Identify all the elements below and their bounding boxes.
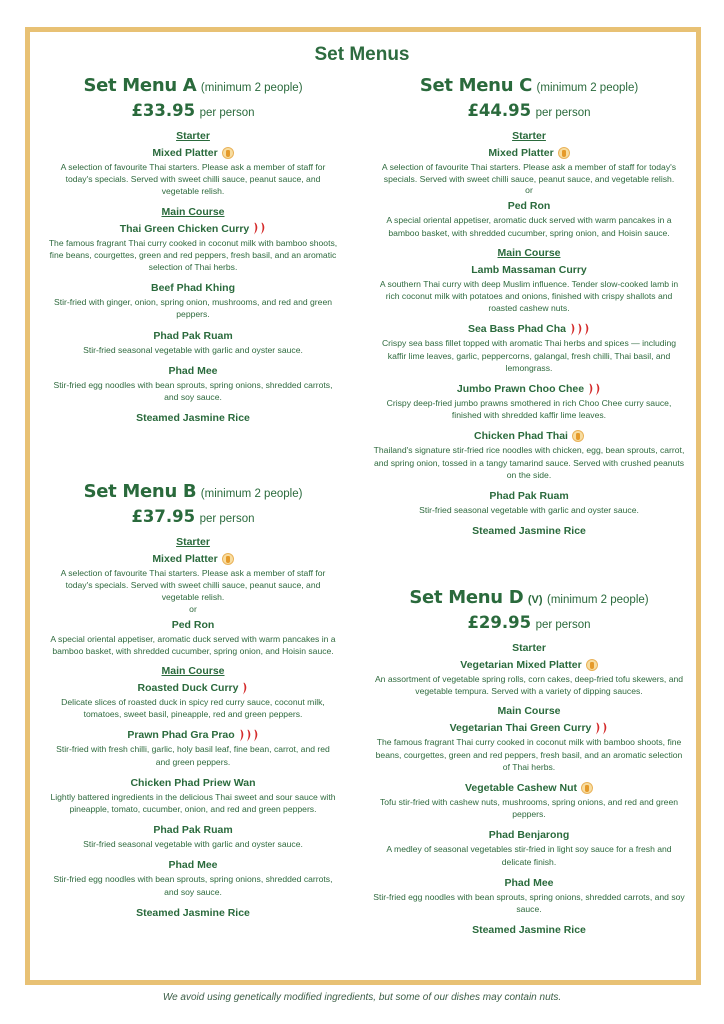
dish-description: A southern Thai curry with deep Muslim influence. Tender slow-cooked lamb in rich coconut milk with potatoes and onions, finished with crispy shallots and roasted cashew nuts. — [379, 278, 679, 314]
dish-name: Jumbo Prawn Choo Chee — [456, 383, 585, 396]
dish-description: Crispy deep-fried jumbo prawns smothered in rich Choo Chee curry sauce, finished with shredded kaffir lime leaves. — [386, 398, 672, 421]
dish-description: A selection of favourite Thai starters. Please ask a member of staff for today's specials. Served with sweet chilli sauce, peanut sauce, and vegetable relish. — [60, 162, 326, 197]
section-main-course: Main Course — [161, 205, 225, 218]
spice-level — [570, 323, 590, 336]
dish-name: Phad Benjarong — [488, 829, 570, 842]
dish-description: Stir-fried seasonal vegetable with garlic and oyster sauce. — [419, 505, 639, 516]
dish-title — [168, 364, 217, 378]
section-starter: Starter — [512, 642, 546, 654]
dish-title — [508, 199, 551, 213]
minimum-note: (minimum 2 people) — [546, 594, 649, 606]
set-menu-c — [372, 74, 686, 544]
dish-title — [138, 681, 249, 695]
chili-icon — [239, 729, 245, 742]
menu-name: Set Menu A — [83, 75, 197, 96]
or-separator: or — [189, 603, 197, 614]
dish-name: Chicken Phad Priew Wan — [130, 776, 256, 789]
dish-name: Roasted Duck Curry — [137, 682, 239, 695]
dish-title — [127, 728, 258, 742]
dish-title — [130, 776, 255, 790]
dish-title — [474, 429, 584, 443]
price-line — [48, 100, 338, 124]
menu-item — [372, 379, 686, 421]
menu-item — [48, 408, 338, 426]
chili-icon — [246, 729, 252, 742]
menu-price: £33.95 — [131, 101, 196, 120]
dish-name: Phad Pak Ruam — [153, 329, 233, 342]
nut-icon — [558, 147, 570, 159]
dish-description: A selection of favourite Thai starters. Please ask a member of staff for today's specials. Served with sweet chilli sauce, peanut sauce, and vegetable relish. — [381, 162, 677, 185]
dish-description: A special oriental appetiser, aromatic duck served with warm pancakes in a bamboo basket, with shredded cucumber, spring onion, and Hoisin sauce. — [386, 215, 672, 238]
dish-description: Tofu stir-fried with cashew nuts, mushrooms, spring onions, and red and green peppers. — [379, 797, 679, 820]
nut-icon — [586, 659, 598, 671]
menu-item — [48, 773, 338, 815]
menu-item — [372, 655, 686, 697]
section-starter: Starter — [512, 130, 546, 142]
dish-title — [457, 382, 601, 396]
spice-level — [253, 222, 266, 235]
dish-description: Lightly battered ingredients in the delicious Thai sweet and sour sauce with pineapple, tomato, cucumber, onion, and red and green peppers. — [50, 791, 336, 815]
dish-name: Vegetable Cashew Nut — [464, 782, 578, 795]
dish-description: A medley of seasonal vegetables stir-fried in light soy sauce for a fresh and delicate finish. — [386, 844, 672, 867]
chili-icon — [595, 722, 601, 735]
price-line — [48, 506, 338, 530]
dish-description: A special oriental appetiser, aromatic duck served with warm pancakes in a bamboo basket, with shredded cucumber, spring onion, and Hoisin sauce. — [50, 633, 336, 656]
menu-name: Set Menu B — [83, 481, 197, 502]
dish-description: Stir-fried with fresh chilli, garlic, holy basil leaf, fine bean, carrot, and red and green peppers. — [56, 744, 330, 767]
menu-heading — [48, 480, 338, 506]
section-main-course: Main Course — [161, 665, 225, 678]
dish-description: Thailand's signature stir-fried rice noodles with chicken, egg, bean sprouts, carrot, and spring onion, tossed in a tangy tamarind sauce. Served with crushed peanuts on the side. — [373, 445, 685, 480]
menu-price: £37.95 — [131, 507, 196, 526]
menu-item — [372, 778, 686, 820]
dish-title — [172, 618, 215, 632]
or-separator: or — [525, 185, 533, 196]
dish-title — [136, 411, 250, 425]
dish-name: Phad Pak Ruam — [489, 490, 569, 503]
dish-name: Ped Ron — [507, 200, 551, 213]
dish-name: Beef Phad Khing — [150, 282, 235, 295]
section-main-course: Main Course — [497, 246, 561, 259]
chili-icon — [584, 323, 590, 336]
dish-name: Vegetarian Mixed Platter — [460, 659, 582, 671]
menu-item — [48, 361, 338, 403]
dish-name: Steamed Jasmine Rice — [136, 412, 250, 425]
dish-description: An assortment of vegetable spring rolls, corn cakes, deep-fried tofu skewers, and vegetable tempura. Served with a variety of dipping sauces. — [374, 674, 684, 697]
nut-icon — [572, 430, 584, 442]
dish-name: Thai Green Chicken Curry — [119, 222, 250, 235]
dish-description: Stir-fried egg noodles with bean sprouts, spring onions, shredded carrots, and soy sauce. — [373, 891, 685, 915]
menu-name: Set Menu D — [409, 587, 524, 608]
menu-item — [48, 549, 338, 604]
menu-item — [48, 855, 338, 897]
dish-title — [465, 781, 593, 795]
menu-heading — [372, 586, 686, 612]
spice-level — [239, 729, 259, 742]
dish-description: Crispy sea bass fillet topped with aromatic Thai herbs and spices — including kaffir lime leaves, garlic, peppercorns, galangal, fresh chilli, Thai basil, and lemongrass. — [381, 338, 677, 373]
chili-icon — [242, 682, 248, 695]
chili-icon — [570, 323, 576, 336]
dish-description: Delicate slices of roasted duck in spicy red curry sauce, coconut milk, tomatoes, sweet basil, pineapple, red and green peppers. — [61, 697, 325, 720]
dish-title — [153, 329, 232, 343]
dish-title — [136, 906, 250, 920]
chili-icon — [595, 383, 601, 396]
minimum-note: (minimum 2 people) — [536, 82, 639, 94]
menu-price: £29.95 — [467, 613, 532, 632]
dish-description: A selection of favourite Thai starters. Please ask a member of staff for today's specials. Served with sweet chilli sauce, peanut sauce, and vegetable relish. — [60, 568, 326, 603]
dish-title — [488, 146, 569, 160]
dish-name: Phad Mee — [168, 859, 218, 872]
nut-icon — [222, 553, 234, 565]
vegetarian-tag: (V) — [527, 594, 543, 606]
spice-level — [588, 383, 601, 396]
menu-item — [48, 219, 338, 274]
dish-title — [151, 281, 235, 295]
dish-title — [152, 146, 233, 160]
menu-item — [48, 820, 338, 850]
nut-icon — [581, 782, 593, 794]
dish-name: Phad Mee — [504, 876, 554, 889]
menu-item — [48, 278, 338, 320]
chili-icon — [253, 729, 259, 742]
menu-item — [48, 143, 338, 198]
menu-item — [372, 319, 686, 374]
price-unit: per person — [535, 619, 591, 631]
dish-description: Stir-fried seasonal vegetable with garlic and oyster sauce. — [83, 839, 303, 850]
dish-description: Stir-fried seasonal vegetable with garlic and oyster sauce. — [83, 344, 303, 355]
price-unit: per person — [199, 513, 255, 525]
section-starter: Starter — [176, 130, 210, 142]
menu-item — [372, 196, 686, 238]
menu-heading — [48, 74, 338, 100]
dish-name: Prawn Phad Gra Prao — [127, 729, 235, 742]
menu-item — [372, 143, 686, 185]
menu-heading — [372, 74, 686, 100]
price-unit: per person — [199, 107, 255, 119]
set-menu-d — [372, 586, 686, 943]
dish-description: The famous fragrant Thai curry cooked in coconut milk with bamboo shoots, fine beans, courgettes, green and red peppers, fresh basil, and an aromatic selection of Thai herbs. — [48, 237, 338, 273]
dish-title — [504, 876, 553, 890]
dish-name: Steamed Jasmine Rice — [472, 924, 586, 937]
dish-title — [471, 263, 587, 277]
menu-item — [372, 873, 686, 915]
dish-name: Phad Mee — [168, 364, 218, 377]
set-menu-b — [48, 480, 338, 926]
nut-disclaimer: We avoid using genetically modified ingredients, but some of our dishes may contain nuts. — [162, 992, 562, 1003]
section-main-course: Main Course — [497, 705, 561, 718]
dish-title — [472, 923, 586, 937]
dish-title — [168, 858, 217, 872]
dish-title — [489, 828, 570, 842]
dish-title — [120, 222, 267, 236]
set-menu-a — [48, 74, 338, 431]
spice-level — [242, 682, 248, 695]
menu-item — [372, 825, 686, 867]
menu-item — [48, 903, 338, 921]
chili-icon — [602, 722, 608, 735]
dish-name: Ped Ron — [171, 618, 215, 631]
dish-description: Stir-fried with ginger, onion, spring onion, mushrooms, and red and green peppers. — [53, 297, 333, 320]
chili-icon — [577, 323, 583, 336]
dish-name: Mixed Platter — [488, 147, 554, 159]
price-line — [372, 100, 686, 124]
minimum-note: (minimum 2 people) — [200, 488, 303, 500]
dish-title — [152, 552, 233, 566]
dish-title — [472, 524, 586, 538]
price-unit: per person — [535, 107, 591, 119]
menu-item — [48, 725, 338, 767]
dish-description: Stir-fried egg noodles with bean sprouts, spring onions, shredded carrots, and soy sauce. — [53, 874, 333, 897]
dish-title — [468, 322, 590, 336]
dish-name: Steamed Jasmine Rice — [472, 525, 586, 538]
section-starter: Starter — [176, 536, 210, 548]
menu-name: Set Menu C — [419, 75, 533, 96]
chili-icon — [260, 222, 266, 235]
menu-item — [372, 521, 686, 539]
menu-item — [372, 718, 686, 773]
page-title: Set Menus — [314, 44, 410, 65]
dish-title — [460, 658, 597, 672]
menu-item — [372, 426, 686, 481]
dish-name: Vegetarian Thai Green Curry — [449, 722, 592, 735]
dish-title — [489, 489, 568, 503]
nut-icon — [222, 147, 234, 159]
dish-description: Stir-fried egg noodles with bean sprouts, spring onions, shredded carrots, and soy sauce. — [53, 379, 333, 403]
dish-name: Phad Pak Ruam — [153, 824, 233, 837]
dish-name: Chicken Phad Thai — [474, 430, 568, 443]
menu-item — [48, 615, 338, 657]
dish-name: Mixed Platter — [152, 147, 218, 159]
menu-item — [48, 678, 338, 720]
menu-item — [372, 920, 686, 938]
dish-name: Mixed Platter — [152, 553, 218, 565]
dish-title — [153, 823, 232, 837]
dish-description: The famous fragrant Thai curry cooked in coconut milk with bamboo shoots, fine beans, courgettes, green and red peppers, fresh basil, and an aromatic selection of Thai herbs. — [375, 737, 683, 772]
dish-title — [450, 721, 609, 735]
menu-item — [372, 260, 686, 315]
menu-price: £44.95 — [467, 101, 532, 120]
menu-item — [48, 326, 338, 356]
dish-name: Lamb Massaman Curry — [471, 263, 587, 276]
chili-icon — [253, 222, 259, 235]
menu-item — [372, 486, 686, 516]
price-line — [372, 612, 686, 636]
chili-icon — [588, 383, 594, 396]
spice-level — [595, 722, 608, 735]
dish-name: Steamed Jasmine Rice — [136, 906, 250, 919]
minimum-note: (minimum 2 people) — [200, 82, 303, 94]
dish-name: Sea Bass Phad Cha — [467, 323, 567, 336]
